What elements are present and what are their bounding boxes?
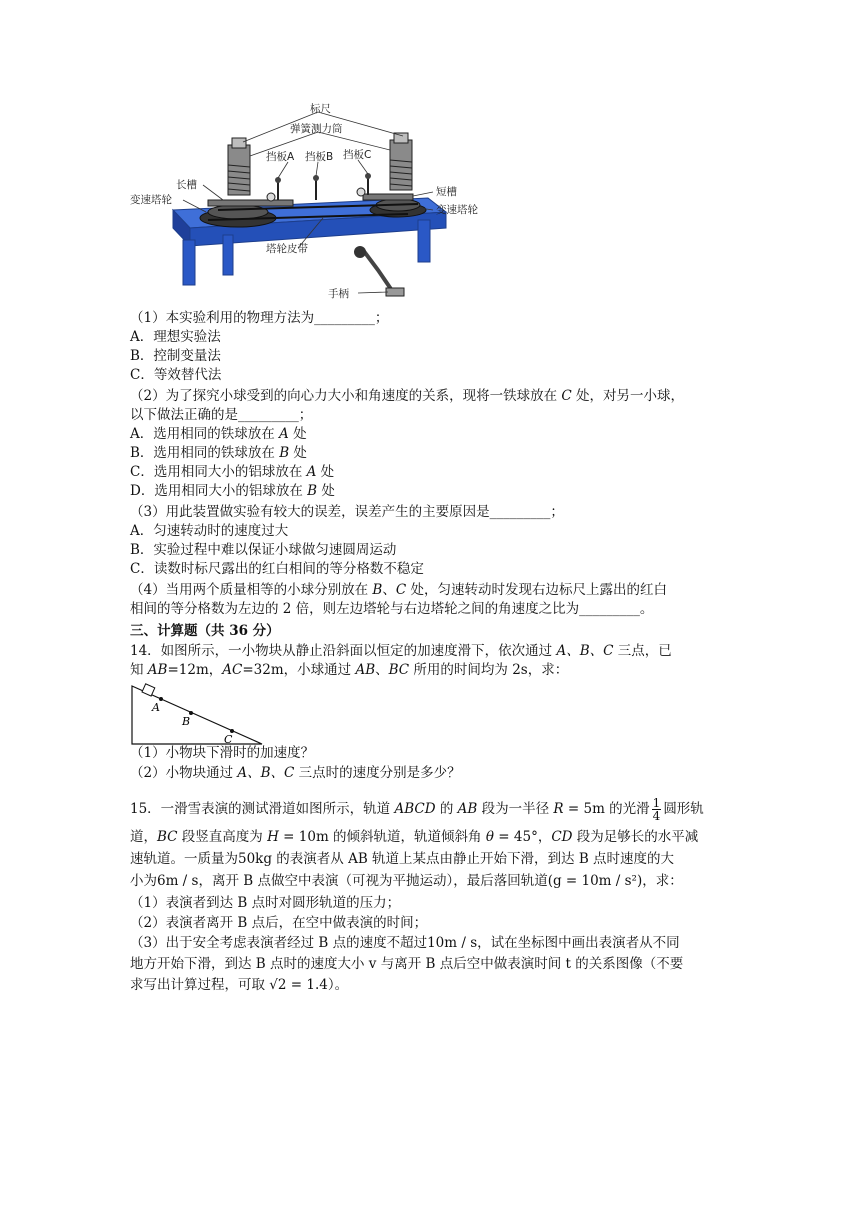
quarter-fraction: $\frac{1}{4}$ <box>652 796 661 823</box>
q13-part1: （1）本实验利用的物理方法为_________； <box>130 310 389 326</box>
q15-line4: 小为6m / s，离开 B 点做空中表演（可视为平抛运动），最后落回轨道(g = 10m / s²)，求： <box>130 873 683 889</box>
label-plate-b: 挡板B <box>305 151 334 163</box>
q15-line2: 道，BC 段竖直高度为 H = 10m 的倾斜轨道，轨道倾斜角 θ = 45°，CD 段为足够长的水平减 <box>130 829 699 845</box>
section-3-title: 三、计算题（共 36 分） <box>130 623 280 639</box>
label-ruler: 标尺 <box>310 103 331 115</box>
incline-point-b: B <box>182 715 191 728</box>
incline-figure <box>128 680 268 748</box>
q14-line1: 14．如图所示，一小物块从静止沿斜面以恒定的加速度滑下，依次通过 A、B、C 三点，已 <box>130 643 672 659</box>
q15-sub3-line1: （3）出于安全考虑表演者经过 B 点的速度不超过10m / s，试在坐标图中画出表演者从不同 <box>130 935 680 951</box>
label-belt: 塔轮皮带 <box>266 243 308 255</box>
q13-part1-option-b: B．控制变量法 <box>130 348 221 364</box>
q13-part2-option-b: B．选用相同的铁球放在 B 处 <box>130 445 307 461</box>
q15-sub3-line3: 求写出计算过程，可取 √2 = 1.4）。 <box>130 977 349 993</box>
q15-line1: 15．一滑雪表演的测试滑道如图所示，轨道 ABCD 的 AB 段为一半径 R = 5m 的光滑 $\frac{1}{4}$ 圆形轨 <box>130 796 704 823</box>
q13-part2-line1: （2）为了探究小球受到的向心力大小和角速度的关系，现将一铁球放在 C 处，对另一小球， <box>130 388 685 404</box>
q15-sub3-line2: 地方开始下滑，到达 B 点时的速度大小 v 与离开 B 点后空中做表演时间 t 的关系图像（不要 <box>130 956 684 972</box>
incline-point-c: C <box>224 733 233 746</box>
q13-part1-option-c: C．等效替代法 <box>130 367 222 383</box>
q13-part1-option-a: A．理想实验法 <box>130 329 221 345</box>
q13-part3-option-b: B．实验过程中难以保证小球做匀速圆周运动 <box>130 542 397 558</box>
q13-part3-option-c: C．读数时标尺露出的红白相间的等分格数不稳定 <box>130 561 424 577</box>
q13-part4-line2: 相间的等分格数为左边的 2 倍，则左边塔轮与右边塔轮之间的角速度之比为_________。 <box>130 601 654 617</box>
q13-part3: （3）用此装置做实验有较大的误差，误差产生的主要原因是_________； <box>130 504 564 520</box>
q14-sub2: （2）小物块通过 A、B、C 三点时的速度分别是多少？ <box>130 765 461 781</box>
q15-sub2: （2）表演者离开 B 点后，在空中做表演的时间； <box>130 915 428 931</box>
q15-line3: 速轨道。一质量为50kg 的表演者从 AB 轨道上某点由静止开始下滑，到达 B 点时速度的大 <box>130 851 675 867</box>
q14-sub1: （1）小物块下滑时的加速度？ <box>130 745 315 761</box>
label-plate-c: 挡板C <box>343 149 372 161</box>
q13-part3-option-a: A．匀速转动时的速度过大 <box>130 523 289 539</box>
q13-part2-option-d: D．选用相同大小的铝球放在 B 处 <box>130 483 335 499</box>
label-spring-scale: 弹簧测力筒 <box>290 123 343 135</box>
label-handle: 手柄 <box>328 288 349 300</box>
label-short-slot: 短槽 <box>436 186 457 198</box>
label-right-pulley: 变速塔轮 <box>436 204 478 216</box>
q13-part2-option-c: C．选用相同大小的铝球放在 A 处 <box>130 464 335 480</box>
q13-part2-option-a: A．选用相同的铁球放在 A 处 <box>130 426 307 442</box>
centripetal-apparatus-figure <box>128 100 498 305</box>
q14-line2: 知 AB=12m，AC=32m，小球通过 AB、BC 所用的时间均为 2s，求： <box>130 662 569 678</box>
q13-part2-line2: 以下做法正确的是_________； <box>130 407 313 423</box>
label-long-slot: 长槽 <box>176 179 197 191</box>
q13-part4-line1: （4）当用两个质量相等的小球分别放在 B、C 处，匀速转动时发现右边标尺上露出的红白 <box>130 582 667 598</box>
incline-point-a: A <box>152 701 160 714</box>
q15-sub1: （1）表演者到达 B 点时对圆形轨道的压力； <box>130 895 401 911</box>
label-left-pulley: 变速塔轮 <box>130 194 172 206</box>
label-plate-a: 挡板A <box>266 151 295 163</box>
